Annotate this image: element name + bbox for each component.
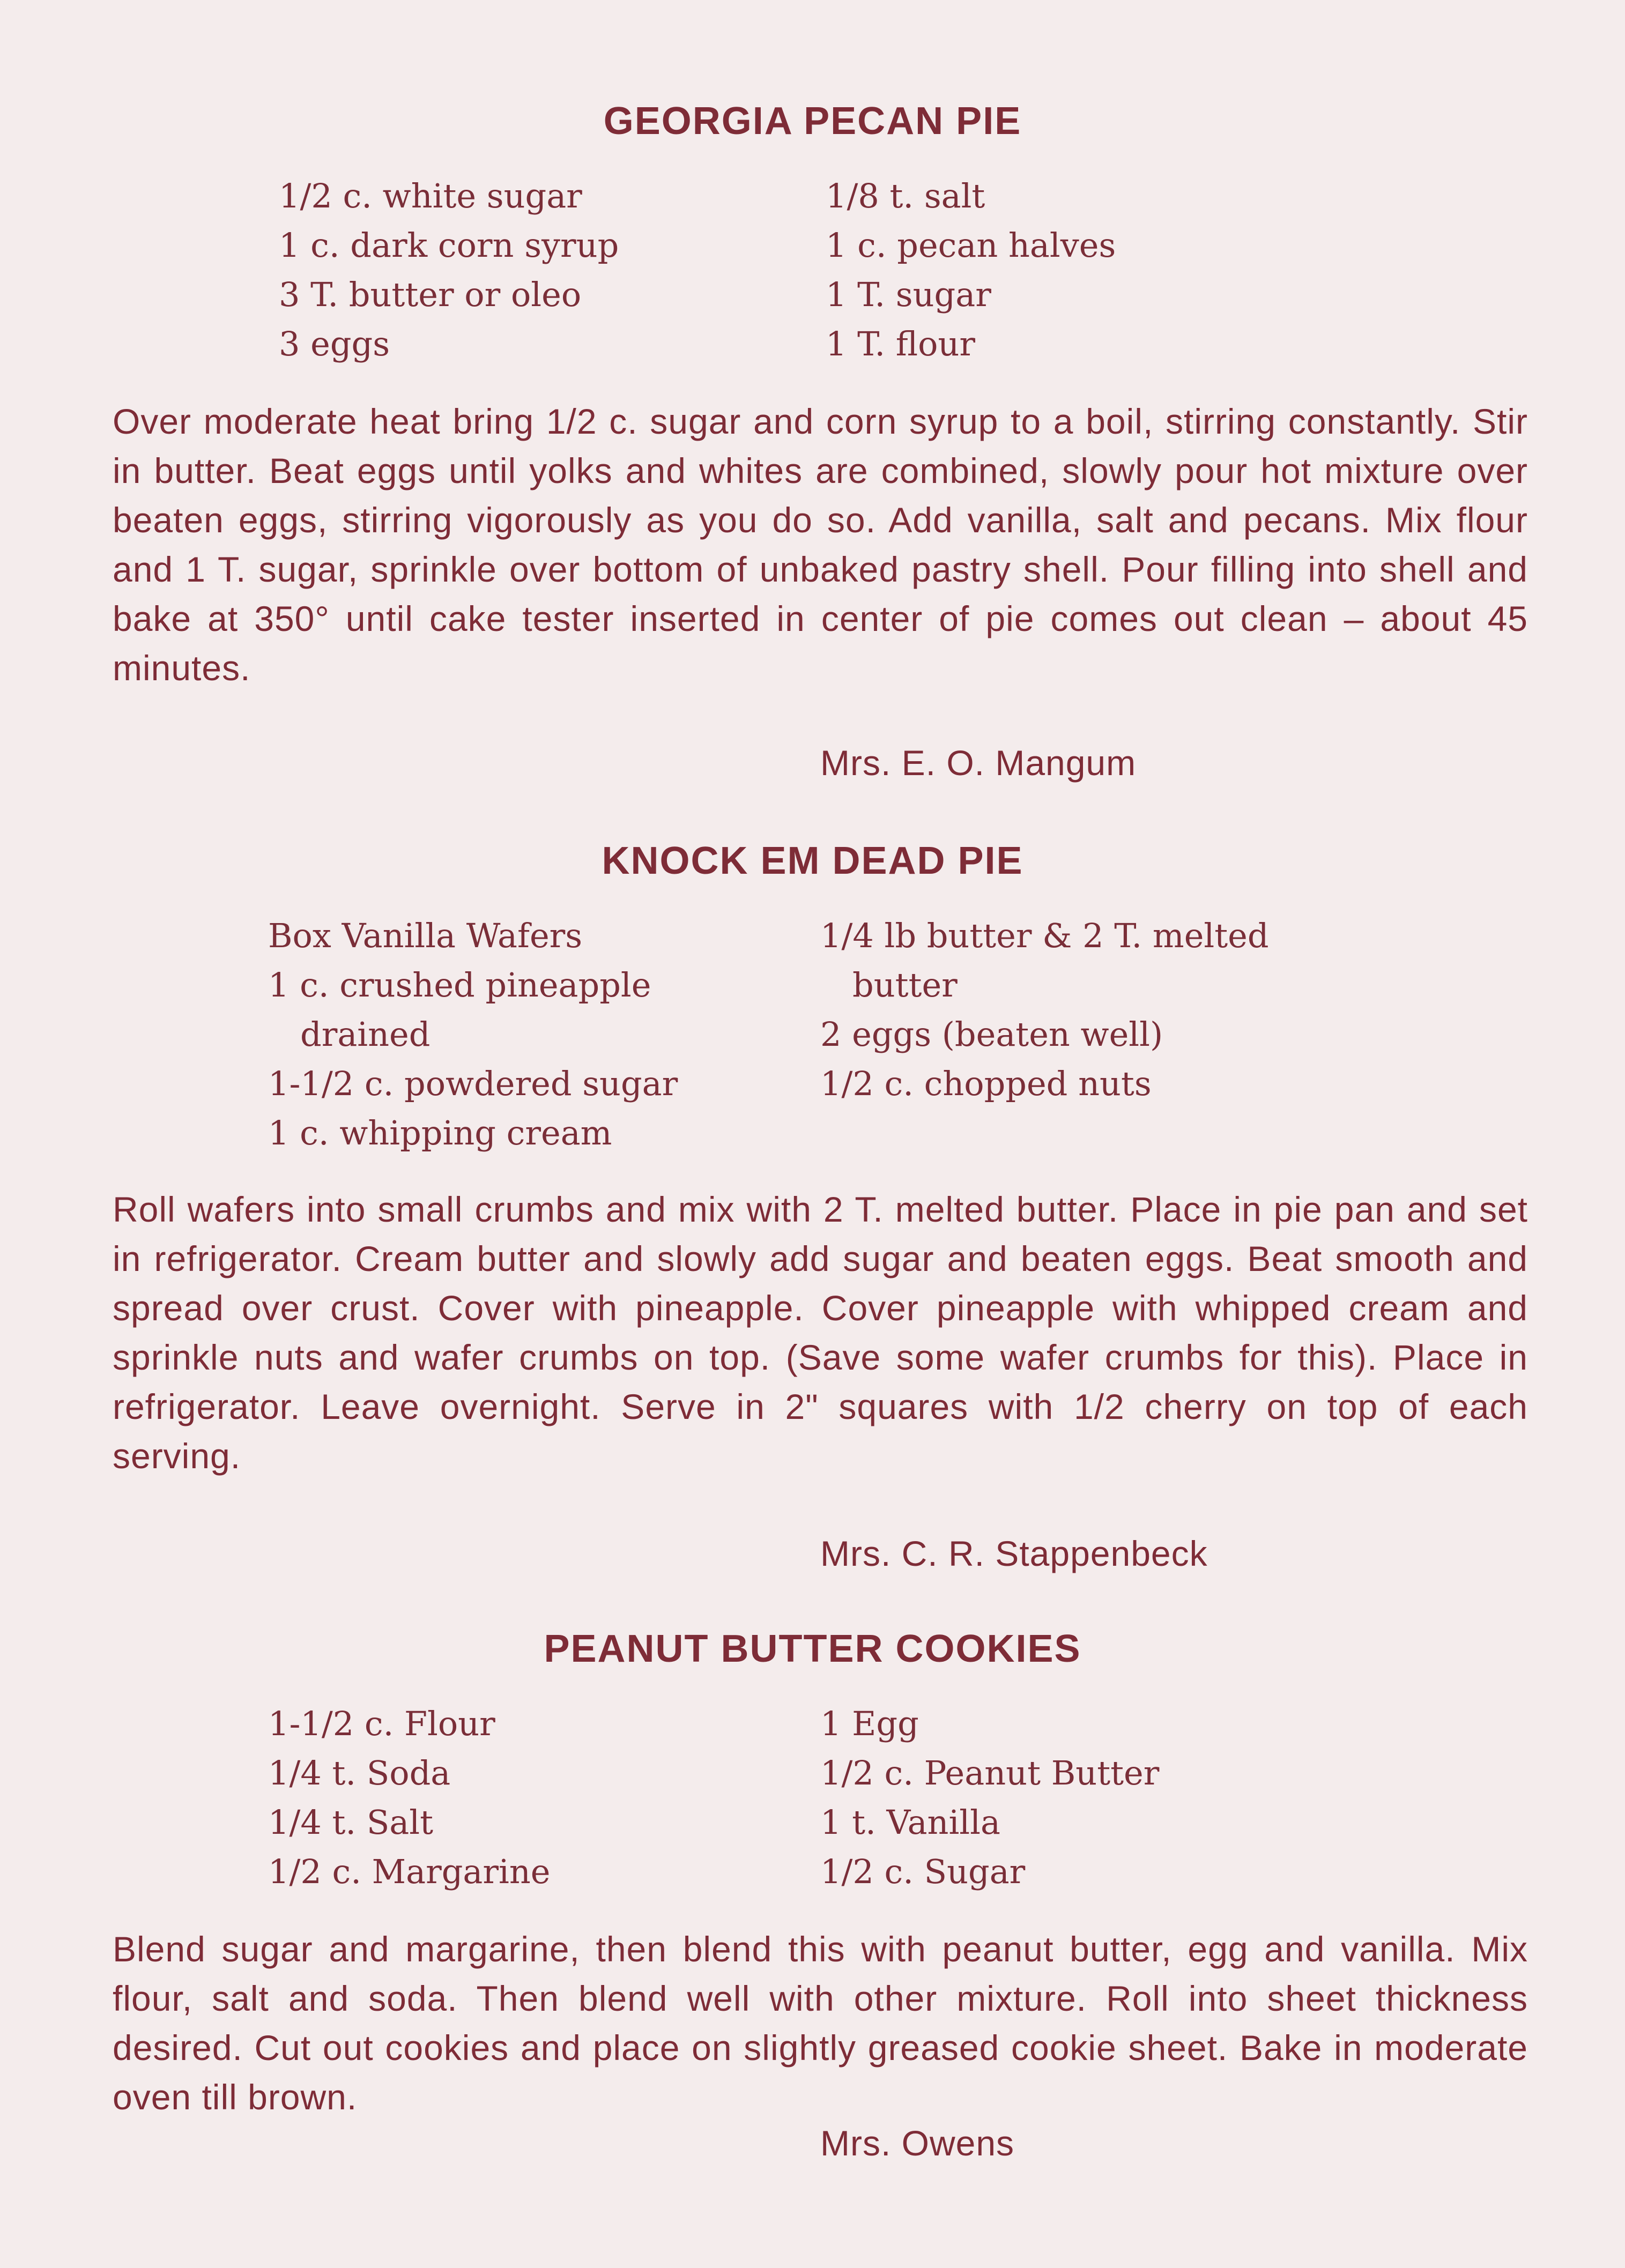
ingredient-list-left (279, 172, 619, 369)
recipe-title: GEORGIA PECAN PIE (603, 100, 1022, 143)
ingredient: 1 c. dark corn syrup (279, 226, 619, 265)
ingredient: 1 Egg (820, 1704, 919, 1743)
ingredient: 1/2 c. Peanut Butter (820, 1753, 1160, 1793)
ingredient: 1 T. sugar (826, 275, 991, 314)
ingredient-list-right (820, 1699, 1159, 1897)
ingredient: 1/2 c. Margarine (268, 1852, 551, 1891)
recipe-contributor: Mrs. C. R. Stappenbeck (820, 1534, 1208, 1573)
ingredient: drained (300, 1015, 431, 1054)
ingredient: 1 T. flour (826, 324, 976, 363)
ingredient-list-right (826, 172, 1116, 369)
ingredient: 1-1/2 c. powdered sugar (268, 1064, 678, 1103)
ingredient: 1 t. Vanilla (820, 1803, 1000, 1842)
ingredient: 1/4 t. Soda (268, 1753, 451, 1793)
ingredient-list-right (820, 911, 1269, 1109)
ingredient: 1/2 c. white sugar (279, 176, 582, 215)
ingredient: 1/2 c. chopped nuts (820, 1064, 1152, 1103)
ingredient: 3 eggs (279, 324, 390, 363)
recipe-title: KNOCK EM DEAD PIE (602, 839, 1023, 882)
ingredient: 1/8 t. salt (826, 176, 985, 215)
recipe-contributor: Mrs. Owens (820, 2123, 1015, 2163)
ingredient: 3 T. butter or oleo (279, 275, 582, 314)
ingredient: 1/4 lb butter & 2 T. melted (820, 916, 1269, 955)
recipe-directions: Over moderate heat bring 1/2 c. sugar and corn syrup to a boil, stirring constantly. Stir in butter. Beat eggs until yolks and whites are combined, slowly pour hot mixture over beaten eggs, stirring vigorously as you do so. Add vanilla, salt and pecans. Mix flour and 1 T. sugar, sprinkle over bottom of unbaked pastry shell. Pour filling into shell and bake at 350° until cake tester inserted in center of pie comes out clean – about 45 minutes. (113, 401, 1528, 688)
ingredient: butter (852, 965, 958, 1005)
recipe-title: PEANUT BUTTER COOKIES (544, 1627, 1081, 1670)
ingredient: 1/2 c. Sugar (820, 1852, 1026, 1891)
ingredient: 1-1/2 c. Flour (268, 1704, 495, 1743)
ingredient: 1 c. crushed pineapple (268, 965, 651, 1005)
ingredient: 2 eggs (beaten well) (820, 1015, 1163, 1054)
ingredient-list-left (268, 1699, 550, 1897)
ingredient: Box Vanilla Wafers (268, 916, 583, 955)
ingredient: 1 c. pecan halves (826, 226, 1116, 265)
ingredient-list-left (268, 911, 678, 1158)
recipe-directions: Blend sugar and margarine, then blend this with peanut butter, egg and vanilla. Mix flour, salt and soda. Then blend well with other mixture. Roll into sheet thickness desired. Cut out cookies and place on slightly greased cookie sheet. Bake in moderate oven till brown. (113, 1929, 1528, 2117)
ingredient: 1 c. whipping cream (268, 1113, 612, 1152)
recipe-contributor: Mrs. E. O. Mangum (820, 743, 1137, 783)
ingredient: 1/4 t. Salt (268, 1803, 434, 1842)
recipe-directions: Roll wafers into small crumbs and mix with 2 T. melted butter. Place in pie pan and set in refrigerator. Cream butter and slowly add sugar and beaten eggs. Beat smooth and spread over crust. Cover with pineapple. Cover pineapple with whipped cream and sprinkle nuts and wafer crumbs on top. (Save some wafer crumbs for this). Place in refrigerator. Leave overnight. Serve in 2" squares with 1/2 cherry on top of each serving. (113, 1189, 1528, 1476)
